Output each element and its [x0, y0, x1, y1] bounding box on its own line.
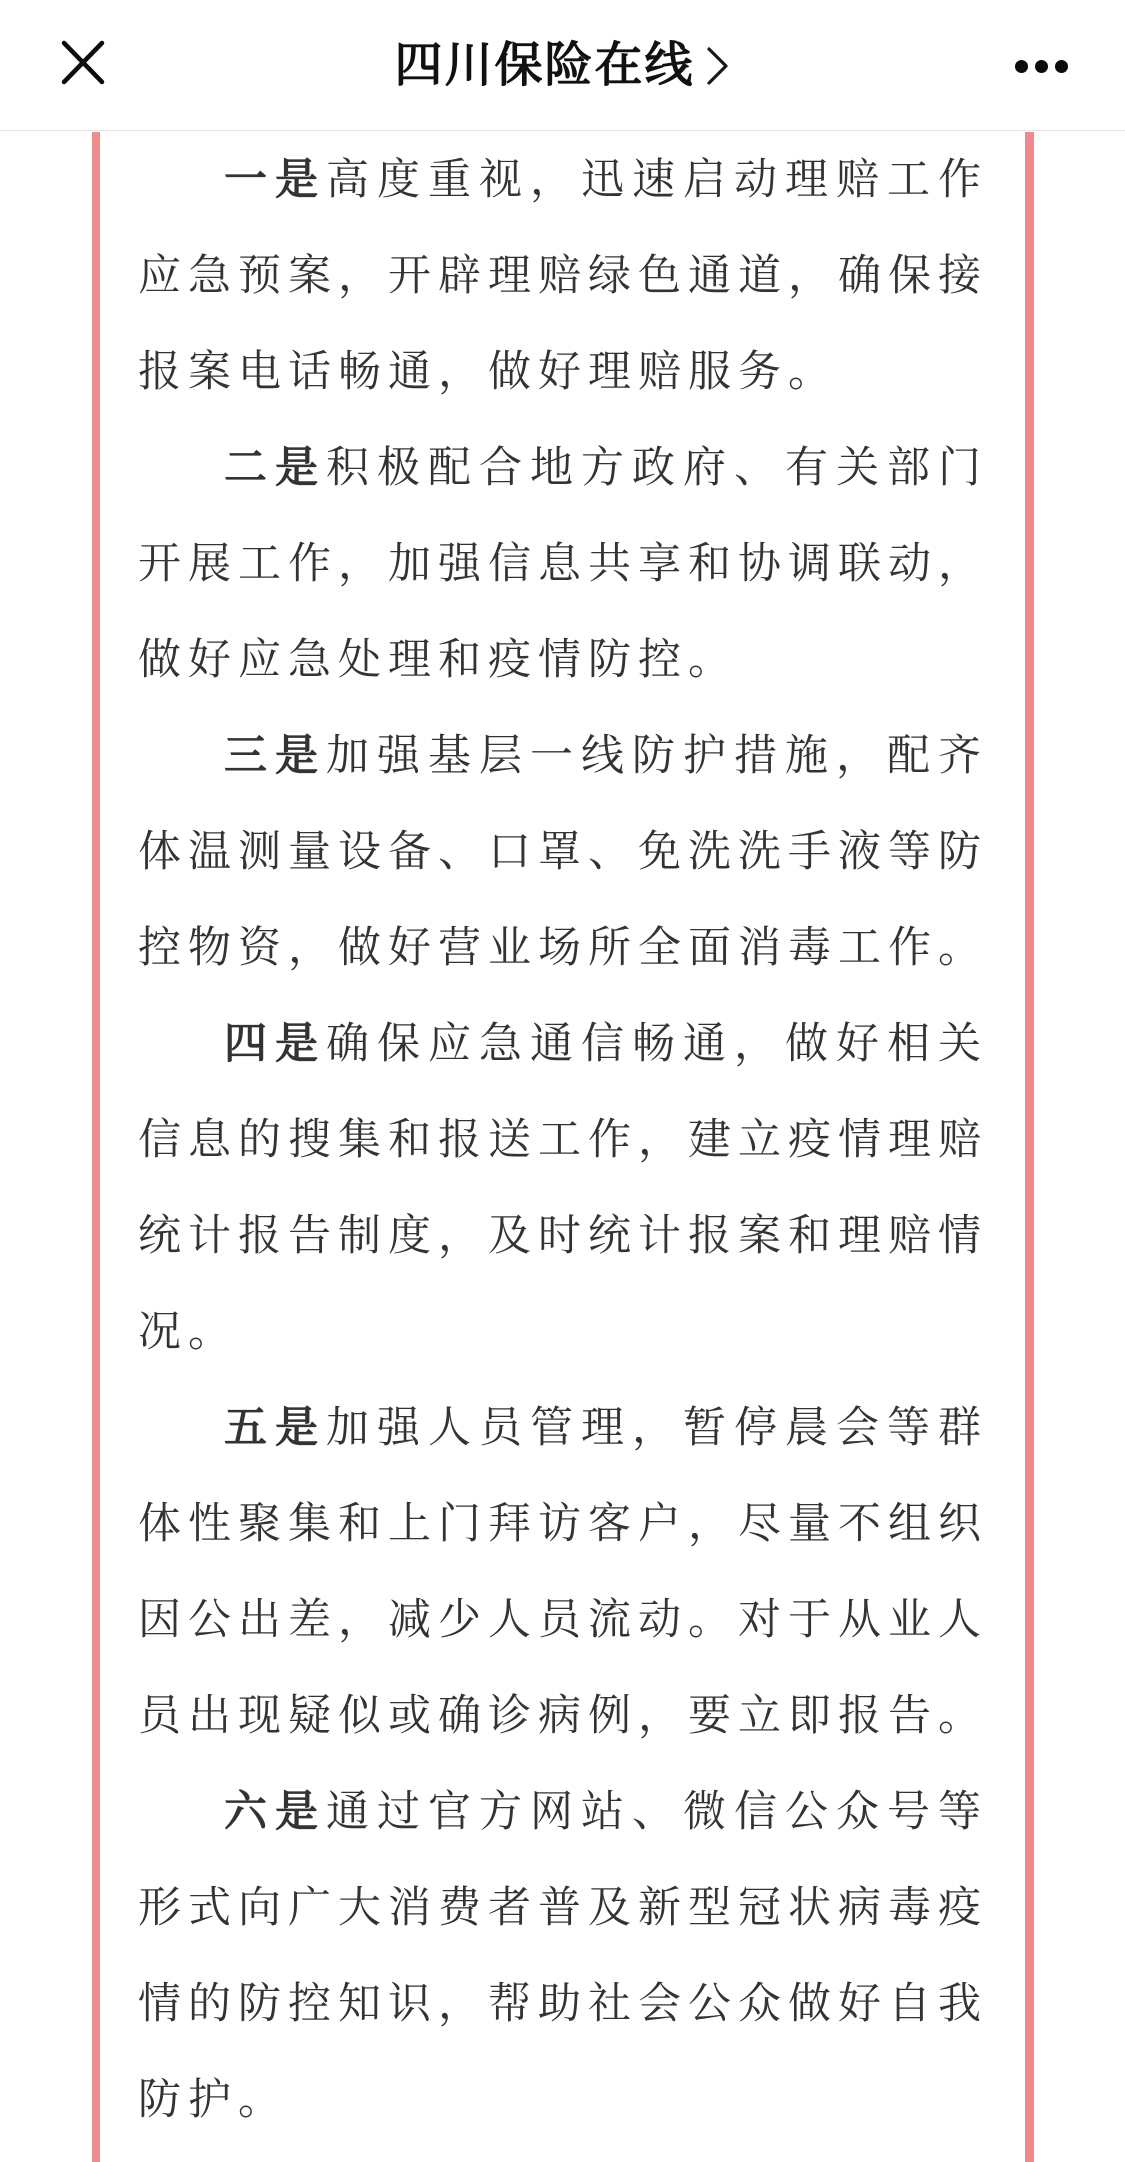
- paragraph-body: 通过官方网站、微信公众号等形式向广大消费者普及新型冠状病毒疫情的防控知识，帮助社会公众做好自我防护。: [138, 1788, 988, 2124]
- close-icon: [60, 39, 106, 89]
- paragraph-lead: 六是: [224, 1788, 326, 1836]
- page-title: 四川保险在线: [394, 38, 695, 92]
- article-paragraph: [138, 1380, 988, 1764]
- paragraph-body: 加强基层一线防护措施，配齐体温测量设备、口罩、免洗洗手液等防控物资，做好营业场所全面消毒工作。: [138, 732, 988, 972]
- article-content: [0, 132, 1125, 2162]
- article-text-block: [138, 132, 988, 2148]
- paragraph-lead: 二是: [224, 444, 326, 492]
- title-area: [0, 0, 1125, 131]
- paragraph-body: 高度重视，迅速启动理赔工作应急预案，开辟理赔绿色通道，确保接报案电话畅通，做好理赔服务。: [138, 156, 988, 396]
- article-paragraph: [138, 1764, 988, 2148]
- three-dots-menu-icon: [1055, 60, 1068, 73]
- paragraph-body: 积极配合地方政府、有关部门开展工作，加强信息共享和协调联动，做好应急处理和疫情防控。: [138, 444, 988, 684]
- paragraph-body: 加强人员管理，暂停晨会等群体性聚集和上门拜访客户，尽量不组织因公出差，减少人员流动。对于从业人员出现疑似或确诊病例，要立即报告。: [138, 1404, 988, 1740]
- article-paragraph: [138, 420, 988, 708]
- paragraph-lead: 三是: [224, 732, 326, 780]
- quote-border-right: [1025, 132, 1034, 2162]
- article-paragraph: [138, 132, 988, 420]
- close-button[interactable]: [52, 33, 114, 95]
- paragraph-lead: 四是: [224, 1020, 326, 1068]
- chevron-right-icon: [705, 45, 731, 87]
- three-dots-menu-icon: [1015, 60, 1028, 73]
- quote-border-left: [92, 132, 100, 2162]
- account-title-link[interactable]: [394, 38, 730, 92]
- article-paragraph: [138, 708, 988, 996]
- paragraph-body: 确保应急通信畅通，做好相关信息的搜集和报送工作，建立疫情理赔统计报告制度，及时统计报案和理赔情况。: [138, 1020, 988, 1356]
- paragraph-lead: 一是: [224, 156, 326, 204]
- article-paragraph: [138, 996, 988, 1380]
- more-menu-button[interactable]: [1005, 40, 1077, 92]
- three-dots-menu-icon: [1035, 60, 1048, 73]
- top-nav-bar: [0, 0, 1125, 131]
- paragraph-lead: 五是: [224, 1404, 326, 1452]
